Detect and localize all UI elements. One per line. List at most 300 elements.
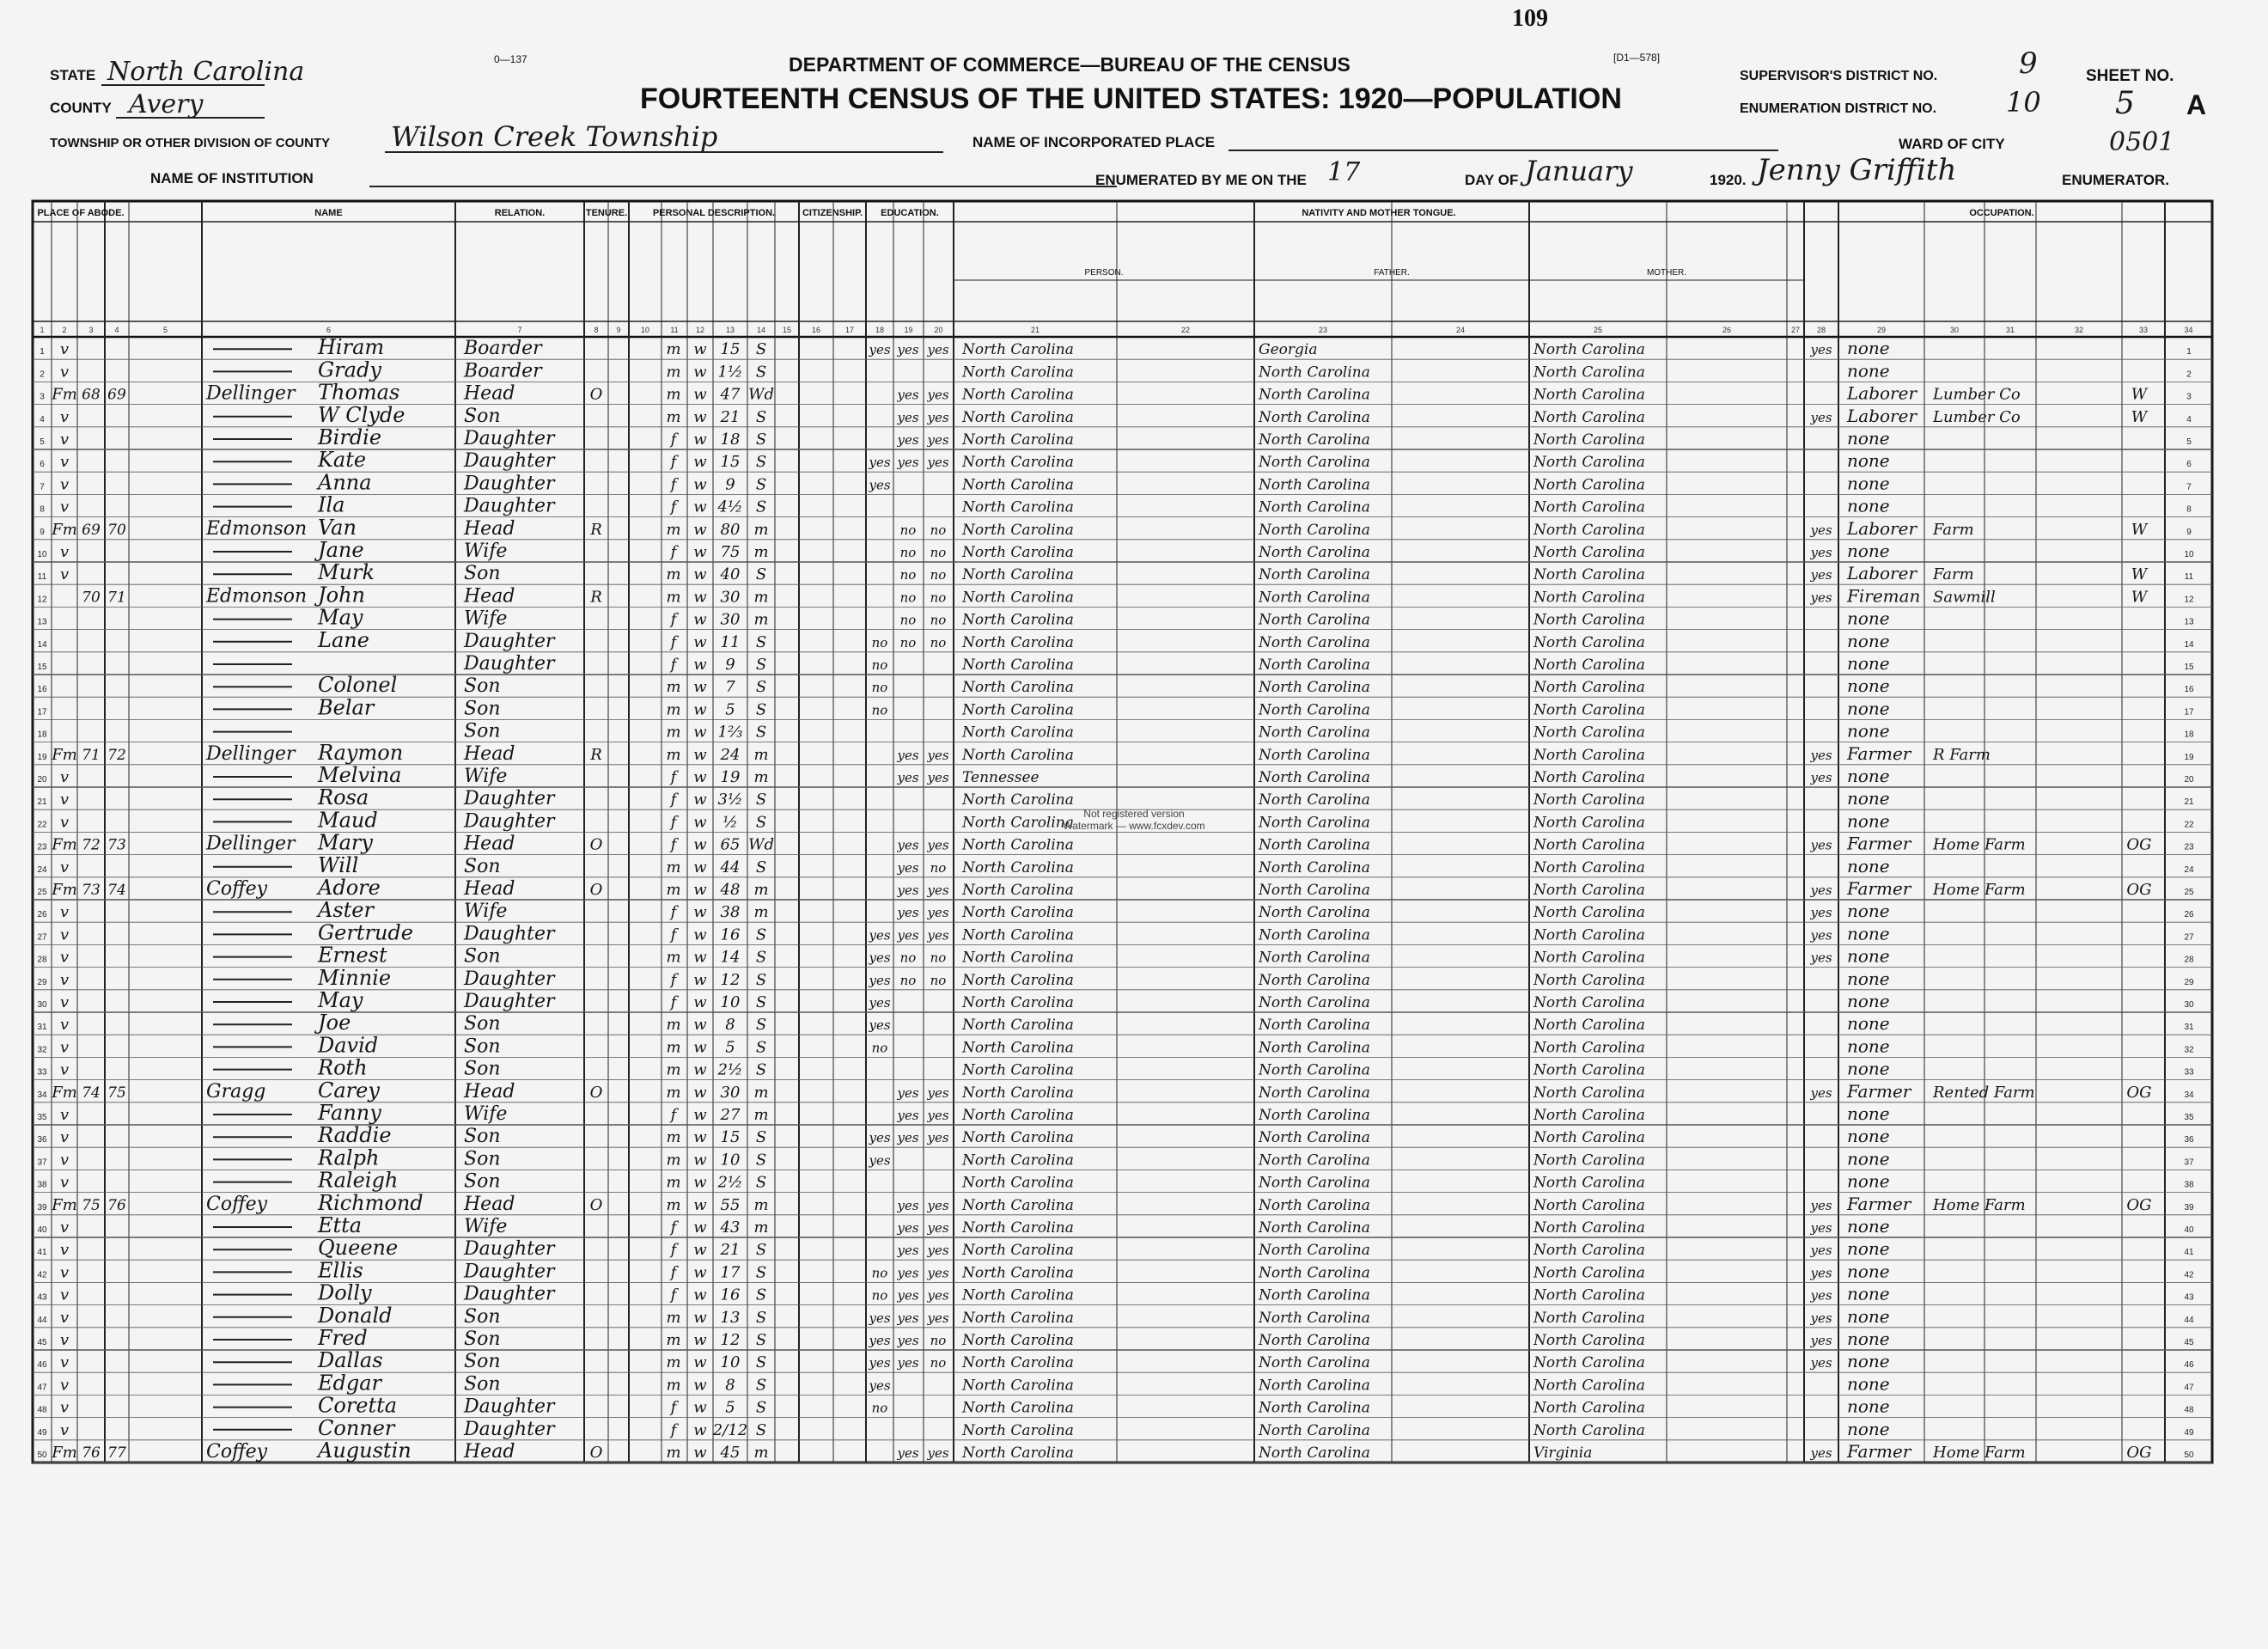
cell-eng: yes — [1810, 1310, 1832, 1326]
row-number: 21 — [37, 797, 47, 808]
cell-dw: 74 — [82, 1084, 101, 1102]
row-number: 8 — [40, 504, 45, 515]
cell-ms: S — [755, 453, 767, 472]
cell-race: w — [693, 520, 707, 539]
cell-fbirth: North Carolina — [1259, 1061, 1370, 1079]
cell-rd: yes — [897, 1220, 919, 1236]
cell-occ: none — [1847, 541, 1890, 561]
cell-ms: Wd — [747, 835, 775, 854]
cell-age: 75 — [720, 543, 741, 561]
cell-surname: Dellinger — [206, 742, 296, 765]
cell-age: 12 — [720, 1331, 741, 1349]
cell-sex: m — [666, 1173, 681, 1192]
cell-ind: Home Farm — [1933, 1195, 2026, 1214]
cell-given: Dolly — [318, 1280, 372, 1305]
cell-rd: yes — [897, 432, 919, 448]
cell-ind: Lumber Co — [1933, 385, 2021, 404]
enumeration-district-label: ENUMERATION DISTRICT NO. — [1740, 101, 1937, 116]
cell-rel: Son — [464, 1058, 501, 1080]
cell-eng: yes — [1810, 927, 1832, 944]
cell-rd: yes — [897, 859, 919, 876]
cell-abode: v — [59, 1106, 70, 1124]
cell-birth: North Carolina — [962, 431, 1074, 449]
cell-birth: Tennessee — [962, 769, 1040, 786]
column-number: 25 — [1593, 326, 1603, 334]
cell-fbirth: North Carolina — [1259, 476, 1370, 494]
cell-rel: Daughter — [464, 788, 555, 810]
cell-age: 17 — [720, 1263, 741, 1282]
row-number: 35 — [37, 1113, 47, 1122]
cell-wr: yes — [927, 1243, 949, 1259]
row-number: 30 — [37, 1000, 47, 1010]
cell-fbirth: North Carolina — [1259, 882, 1370, 899]
cell-race: w — [693, 1353, 707, 1372]
cell-given: Ralph — [318, 1145, 380, 1170]
cell-ms: S — [755, 407, 767, 426]
cell-dw: 72 — [82, 836, 101, 854]
row-number: 13 — [37, 617, 47, 627]
cell-abode: v — [59, 948, 70, 967]
cell-abode: Fm — [52, 385, 77, 404]
enumeration-month: January — [1525, 155, 1633, 187]
cell-sex: f — [670, 1263, 677, 1282]
cell-age: 47 — [720, 385, 741, 404]
cell-wr: yes — [927, 747, 949, 763]
cell-rel: Son — [464, 1305, 501, 1328]
row-number: 3 — [40, 392, 45, 402]
cell-abode: Fm — [52, 1083, 77, 1102]
cell-age: 40 — [720, 565, 741, 584]
cell-occ: none — [1847, 1103, 1890, 1124]
cell-abode: v — [59, 1060, 70, 1079]
row-number-right: 8 — [2186, 504, 2192, 515]
cell-age: 8 — [725, 1016, 735, 1035]
cell-race: w — [693, 1106, 707, 1124]
cell-occ: none — [1847, 1283, 1890, 1304]
cell-ms: S — [755, 700, 767, 719]
cell-occ: none — [1847, 675, 1890, 697]
row-number-right: 48 — [2184, 1405, 2194, 1415]
cell-ms: S — [755, 498, 767, 516]
cell-occ: Laborer — [1847, 382, 1917, 404]
cell-fbirth: North Carolina — [1259, 544, 1370, 561]
cell-race: w — [693, 1218, 707, 1237]
cell-fbirth: North Carolina — [1259, 1309, 1370, 1327]
cell-fbirth: North Carolina — [1259, 926, 1370, 944]
form-code: [D1—578] — [1613, 52, 1661, 64]
row-number-right: 27 — [2184, 932, 2194, 943]
cell-ms: m — [753, 903, 769, 922]
cell-birth: North Carolina — [962, 814, 1074, 832]
cell-birth: North Carolina — [962, 882, 1074, 899]
cell-wr: yes — [927, 1287, 949, 1304]
column-number: 18 — [875, 326, 885, 334]
cell-surname: Dellinger — [206, 833, 296, 855]
cell-rd: no — [899, 612, 917, 628]
cell-fbirth: North Carolina — [1259, 1017, 1370, 1035]
row-number-right: 45 — [2184, 1338, 2194, 1347]
cell-age: 16 — [720, 1286, 741, 1304]
cell-occ: none — [1847, 1170, 1890, 1192]
row-number: 15 — [37, 663, 47, 672]
cell-rel: Son — [464, 1351, 501, 1373]
cell-sex: m — [666, 1038, 681, 1057]
cell-occ: none — [1847, 1351, 1890, 1372]
cell-mbirth: North Carolina — [1533, 589, 1645, 607]
cell-rel: Son — [464, 720, 501, 742]
cell-occ: none — [1847, 473, 1890, 494]
cell-ms: S — [755, 925, 767, 944]
cell-sex: f — [670, 791, 677, 809]
cell-age: 10 — [720, 1353, 741, 1372]
cell-home: O — [589, 1444, 603, 1462]
cell-abode: Fm — [52, 835, 77, 854]
nativity-subheading: PERSON. — [1084, 268, 1124, 278]
cell-mbirth: North Carolina — [1533, 1421, 1645, 1439]
cell-fbirth: North Carolina — [1259, 814, 1370, 832]
cell-fbirth: North Carolina — [1259, 1196, 1370, 1214]
cell-wr: no — [930, 567, 947, 583]
row-number: 38 — [37, 1180, 47, 1190]
cell-birth: North Carolina — [962, 1039, 1074, 1057]
cell-age: 2½ — [717, 1173, 743, 1192]
cell-race: w — [693, 903, 707, 922]
row-number: 24 — [37, 864, 47, 875]
cell-birth: North Carolina — [962, 521, 1074, 539]
cell-race: w — [693, 632, 707, 651]
cell-ms: S — [755, 1128, 767, 1147]
cell-mbirth: North Carolina — [1533, 611, 1645, 629]
cell-given: Augustin — [318, 1438, 412, 1463]
cell-surname: Edmonson — [206, 585, 308, 608]
cell-surname: Coffey — [206, 1441, 268, 1463]
cell-sch: yes — [869, 1310, 891, 1326]
row-number: 47 — [37, 1383, 47, 1393]
column-number: 4 — [114, 326, 119, 334]
cell-rel: Head — [464, 742, 515, 765]
cell-birth: North Carolina — [962, 791, 1074, 809]
cell-age: 1½ — [717, 363, 743, 382]
cell-rd: yes — [897, 1265, 919, 1281]
cell-race: w — [693, 835, 707, 854]
cell-birth: North Carolina — [962, 836, 1074, 854]
cell-fbirth: North Carolina — [1259, 904, 1370, 922]
cell-fbirth: North Carolina — [1259, 611, 1370, 629]
enumerated-by-label: ENUMERATED BY ME ON THE — [1095, 172, 1307, 188]
cell-age: 44 — [720, 858, 741, 876]
cell-eng: yes — [1810, 747, 1832, 763]
cell-birth: North Carolina — [962, 363, 1074, 382]
row-number: 20 — [37, 775, 47, 785]
cell-age: 4½ — [717, 498, 743, 516]
cell-mbirth: North Carolina — [1533, 657, 1645, 674]
cell-race: w — [693, 588, 707, 607]
nativity-subheading: FATHER. — [1374, 268, 1410, 278]
cell-sex: f — [670, 970, 677, 989]
cell-ms: S — [755, 791, 767, 809]
cell-mbirth: North Carolina — [1533, 724, 1645, 742]
cell-wr: yes — [927, 1197, 949, 1213]
page-number: 109 — [1512, 5, 1548, 32]
cell-wr: yes — [927, 342, 949, 358]
cell-age: 48 — [720, 881, 741, 899]
cell-ms: S — [755, 948, 767, 967]
cell-birth: North Carolina — [962, 1151, 1074, 1170]
cell-abode: v — [59, 1308, 70, 1327]
cell-race: w — [693, 1151, 707, 1170]
cell-ms: m — [753, 610, 769, 629]
cell-age: 43 — [720, 1218, 741, 1237]
cell-birth: North Carolina — [962, 1399, 1074, 1417]
cell-given: Minnie — [318, 965, 392, 990]
cell-ms: m — [753, 1083, 769, 1102]
row-number-right: 23 — [2184, 842, 2194, 852]
cell-mbirth: North Carolina — [1533, 363, 1645, 382]
cell-occ: Farmer — [1847, 1080, 1911, 1102]
cell-given: Fanny — [318, 1101, 381, 1125]
cell-age: 65 — [720, 835, 741, 854]
row-number: 10 — [37, 550, 47, 559]
row-number-right: 36 — [2184, 1135, 2194, 1145]
cell-rd: no — [899, 567, 917, 583]
row-number-right: 6 — [2186, 460, 2192, 470]
cell-age: 15 — [720, 453, 741, 472]
cell-ms: S — [755, 1308, 767, 1327]
cell-home: O — [589, 835, 603, 854]
row-number: 46 — [37, 1360, 47, 1371]
row-number: 34 — [37, 1090, 47, 1100]
cell-sch: yes — [869, 950, 891, 966]
cell-mbirth: North Carolina — [1533, 1377, 1645, 1395]
cell-occ: none — [1847, 1261, 1890, 1282]
cell-cls: OG — [2126, 835, 2152, 854]
cell-given: David — [318, 1033, 379, 1058]
cell-sex: m — [666, 1331, 681, 1349]
cell-rd: no — [899, 545, 917, 560]
cell-rel: Wife — [464, 541, 508, 562]
cell-birth: North Carolina — [962, 1084, 1074, 1102]
cell-mbirth: North Carolina — [1533, 769, 1645, 786]
cell-given: Raleigh — [318, 1168, 399, 1193]
row-number: 18 — [37, 730, 47, 740]
cell-birth: North Carolina — [962, 1444, 1074, 1462]
column-number: 26 — [1722, 326, 1732, 334]
cell-given: Thomas — [318, 380, 400, 405]
cell-rel: Head — [464, 878, 515, 900]
cell-dw: 70 — [82, 589, 101, 607]
cell-wr: yes — [927, 409, 949, 425]
cell-sch: yes — [869, 1152, 891, 1169]
cell-ms: S — [755, 565, 767, 584]
cell-age: 1⅔ — [717, 723, 743, 742]
cell-rd: yes — [897, 1445, 919, 1461]
cell-ms: m — [753, 1218, 769, 1237]
cell-dw: 76 — [82, 1444, 101, 1462]
cell-ms: S — [755, 431, 767, 449]
row-number-right: 24 — [2184, 864, 2194, 875]
cell-rel: Daughter — [464, 1396, 555, 1418]
cell-occ: none — [1847, 901, 1890, 922]
cell-race: w — [693, 948, 707, 967]
cell-sch: yes — [869, 1377, 891, 1394]
row-number: 43 — [37, 1292, 47, 1303]
cell-sex: m — [666, 1444, 681, 1462]
cell-rd: yes — [897, 342, 919, 358]
row-number-right: 4 — [2186, 414, 2192, 424]
cell-given: Gertrude — [318, 920, 413, 945]
cell-rd: yes — [897, 905, 919, 921]
cell-birth: North Carolina — [962, 657, 1074, 674]
cell-dw: 69 — [82, 521, 101, 539]
cell-race: w — [693, 498, 707, 516]
cell-rel: Wife — [464, 901, 508, 923]
cell-age: 21 — [720, 1241, 741, 1260]
cell-fbirth: North Carolina — [1259, 1039, 1370, 1057]
cell-occ: Farmer — [1847, 1193, 1911, 1214]
cell-wr: yes — [927, 883, 949, 898]
cell-rel: Daughter — [464, 923, 555, 945]
cell-fbirth: North Carolina — [1259, 1421, 1370, 1439]
cell-ind: Farm — [1933, 520, 1974, 539]
cell-sex: f — [670, 925, 677, 944]
supervisor-district-value: 9 — [2019, 46, 2038, 81]
cell-given: Donald — [318, 1303, 393, 1328]
cell-eng: yes — [1810, 342, 1832, 358]
cell-occ: none — [1847, 788, 1890, 809]
cell-birth: North Carolina — [962, 994, 1074, 1011]
cell-rel: Son — [464, 405, 501, 427]
cell-abode: Fm — [52, 745, 77, 764]
cell-rel: Daughter — [464, 473, 555, 495]
cell-sex: f — [670, 1420, 677, 1439]
cell-birth: North Carolina — [962, 589, 1074, 607]
cell-age: 16 — [720, 925, 741, 944]
county-value: Avery — [129, 89, 204, 119]
cell-mbirth: North Carolina — [1533, 949, 1645, 967]
row-number: 36 — [37, 1135, 47, 1145]
cell-fbirth: North Carolina — [1259, 1399, 1370, 1417]
cell-abode: v — [59, 1151, 70, 1170]
cell-sex: m — [666, 881, 681, 899]
cell-sex: m — [666, 1016, 681, 1035]
column-number: 8 — [594, 326, 599, 334]
cell-wr: no — [930, 612, 947, 628]
cell-rel: Son — [464, 1170, 501, 1193]
cell-mbirth: North Carolina — [1533, 1264, 1645, 1282]
cell-race: w — [693, 543, 707, 561]
row-number: 19 — [37, 752, 47, 762]
cell-given: Melvina — [318, 763, 402, 787]
cell-mbirth: North Carolina — [1533, 1039, 1645, 1057]
cell-race: w — [693, 858, 707, 876]
column-number: 32 — [2074, 326, 2084, 334]
cell-sex: f — [670, 475, 677, 494]
row-number: 32 — [37, 1045, 47, 1055]
cell-birth: North Carolina — [962, 611, 1074, 629]
row-number-right: 41 — [2184, 1248, 2194, 1258]
column-group-heading: RELATION. — [494, 208, 546, 218]
cell-sex: f — [670, 993, 677, 1011]
cell-mbirth: North Carolina — [1533, 1196, 1645, 1214]
column-number: 11 — [670, 326, 679, 334]
row-number-right: 21 — [2184, 797, 2194, 808]
cell-given: Raddie — [318, 1123, 392, 1148]
cell-age: 55 — [720, 1195, 741, 1214]
cell-fbirth: North Carolina — [1259, 386, 1370, 404]
cell-ind: Lumber Co — [1933, 407, 2021, 426]
cell-sex: f — [670, 903, 677, 922]
row-number-right: 11 — [2184, 572, 2194, 583]
cell-occ: none — [1847, 810, 1890, 832]
cell-birth: North Carolina — [962, 949, 1074, 967]
cell-birth: North Carolina — [962, 341, 1074, 359]
cell-abode: v — [59, 543, 70, 561]
column-number: 1 — [40, 326, 45, 334]
cell-wr: yes — [927, 905, 949, 921]
column-number: 23 — [1318, 326, 1328, 334]
column-number: 6 — [326, 326, 332, 334]
cell-wr: yes — [927, 1084, 949, 1101]
row-number: 25 — [37, 888, 47, 897]
cell-mbirth: North Carolina — [1533, 904, 1645, 922]
column-number: 16 — [811, 326, 821, 334]
cell-fbirth: North Carolina — [1259, 701, 1370, 719]
cell-sex: m — [666, 1128, 681, 1147]
cell-race: w — [693, 610, 707, 629]
state-label: STATE — [50, 67, 96, 83]
cell-rd: yes — [897, 747, 919, 763]
cell-mbirth: North Carolina — [1533, 1174, 1645, 1192]
cell-eng: yes — [1810, 1220, 1832, 1236]
cell-age: 2/12 — [712, 1420, 748, 1439]
cell-home: O — [589, 881, 603, 899]
cell-birth: North Carolina — [962, 1061, 1074, 1079]
cell-surname: Dellinger — [206, 382, 296, 405]
cell-age: 15 — [720, 340, 741, 359]
cell-wr: yes — [927, 837, 949, 853]
cell-eng: yes — [1810, 1355, 1832, 1371]
cell-occ: none — [1847, 1013, 1890, 1035]
cell-age: 5 — [725, 1398, 735, 1417]
cell-ms: Wd — [747, 385, 775, 404]
column-group-heading: NAME — [314, 208, 343, 218]
cell-cls: W — [2131, 520, 2148, 539]
cell-race: w — [693, 565, 707, 584]
row-number-right: 38 — [2184, 1180, 2194, 1190]
cell-eng: yes — [1810, 1084, 1832, 1101]
row-number-right: 28 — [2184, 955, 2194, 965]
cell-ms: S — [755, 1173, 767, 1192]
row-number: 29 — [37, 977, 47, 987]
row-number-right: 44 — [2184, 1315, 2194, 1325]
cell-ms: S — [755, 1151, 767, 1170]
cell-wr: no — [930, 972, 947, 988]
cell-mbirth: North Carolina — [1533, 454, 1645, 472]
row-number-right: 26 — [2184, 910, 2194, 920]
cell-age: 3½ — [717, 791, 743, 809]
cell-fbirth: North Carolina — [1259, 1107, 1370, 1124]
institution-label: NAME OF INSTITUTION — [150, 170, 314, 186]
cell-rd: no — [899, 522, 917, 538]
cell-ms: S — [755, 1263, 767, 1282]
cell-fbirth: North Carolina — [1259, 1332, 1370, 1349]
cell-eng: yes — [1810, 837, 1832, 853]
cell-mbirth: North Carolina — [1533, 476, 1645, 494]
cell-fbirth: North Carolina — [1259, 498, 1370, 516]
cell-birth: North Carolina — [962, 633, 1074, 651]
cell-surname: Coffey — [206, 1193, 268, 1215]
cell-eng: yes — [1810, 1333, 1832, 1348]
